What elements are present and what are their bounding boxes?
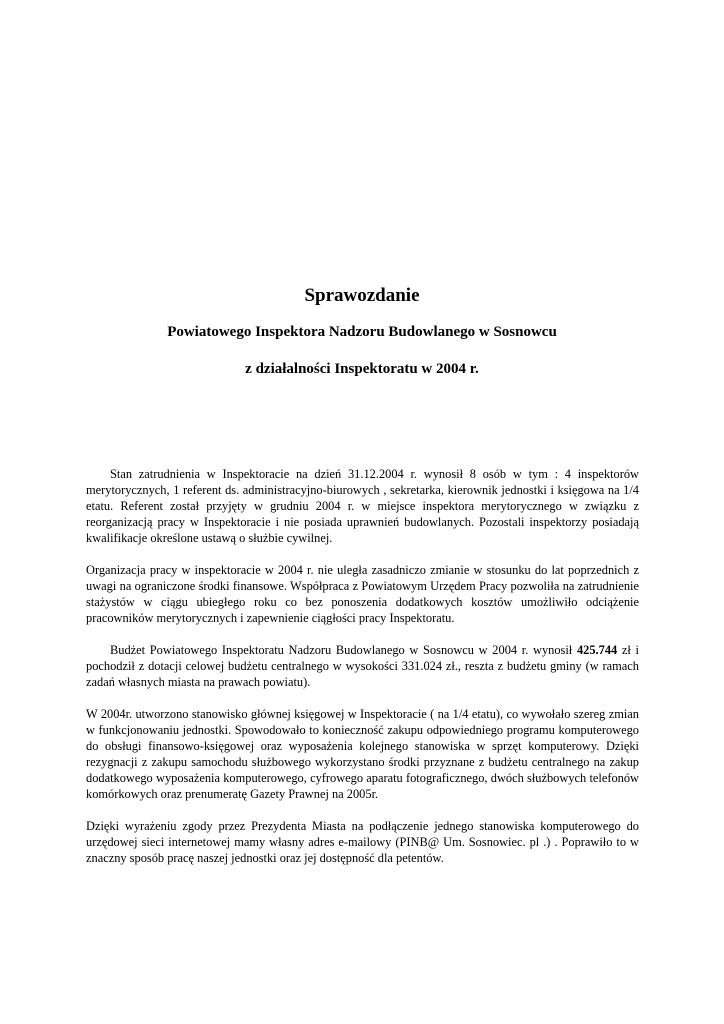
- paragraph-staffing: Stan zatrudnienia w Inspektoracie na dzień 31.12.2004 r. wynosił 8 osób w tym : 4 inspektorów merytorycznych, 1 referent ds. administracyjno-biurowych , sekretarka, kierownik jednostki i księgowa na 1/4 etatu. Referent został przyjęty w grudniu 2004 r. w miejsce inspektora merytorycznego w związku z reorganizacją pracy w Inspektoracie i nie posiada uprawnień budowlanych. Pozostali inspektorzy posiadają kwalifikacje określone ustawą o służbie cywilnej.: [86, 467, 639, 545]
- paragraph-budget: [86, 642, 639, 690]
- document-subtitle-line1: Powiatowego Inspektora Nadzoru Budowlanego w Sosnowcu: [167, 324, 557, 340]
- paragraph-internet: Dzięki wyrażeniu zgody przez Prezydenta Miasta na podłączenie jednego stanowiska komputerowego do urzędowej sieci internetowej mamy własny adres e-mailowy (PINB@ Um. Sosnowiec. pl .) . Poprawiło to w znaczny sposób pracę naszej jednostki oraz jej dostępność dla petentów.: [86, 819, 639, 865]
- document-title: Sprawozdanie: [304, 285, 420, 306]
- document-subtitle-line2: z działalności Inspektoratu w 2004 r.: [245, 361, 479, 377]
- paragraph-accounting: W 2004r. utworzono stanowisko głównej księgowej w Inspektoracie ( na 1/4 etatu), co wywołało szereg zmian w funkcjonowaniu jednostki. Spowodowało to konieczność zakupu odpowiedniego programu komputerowego do obsługi finansowo-księgowej oraz wyposażenia kolejnego stanowiska w sprzęt komputerowy. Dzięki rezygnacji z zakupu samochodu służbowego wykorzystano środki przyznane z budżetu centralnego na zakup dodatkowego wyposażenia komputerowego, cyfrowego aparatu fotograficznego, dwóch służbowych telefonów komórkowych oraz prenumeratę Gazety Prawnej na 2005r.: [86, 707, 639, 801]
- document-body: [86, 466, 639, 882]
- budget-amount: 425.744: [576, 643, 618, 657]
- budget-text-before: Budżet Powiatowego Inspektoratu Nadzoru Budowlanego w Sosnowcu w 2004 r. wynosił: [110, 643, 577, 657]
- budget-text-after: zł i pochodził z dotacji celowej budżetu centralnego w wysokości 331.024 zł., reszta z budżetu gminy (w ramach zadań własnych miasta na prawach powiatu).: [86, 643, 639, 689]
- paragraph-organization: Organizacja pracy w inspektoracie w 2004 r. nie uległa zasadniczo zmianie w stosunku do lat poprzednich z uwagi na ograniczone środki finansowe. Współpraca z Powiatowym Urzędem Pracy pozwoliła na zatrudnienie stażystów w ciągu ubiegłego roku co bez ponoszenia dodatkowych kosztów umożliwiło odciążenie pracowników merytorycznych i zapewnienie ciągłości pracy Inspektoratu.: [86, 563, 639, 625]
